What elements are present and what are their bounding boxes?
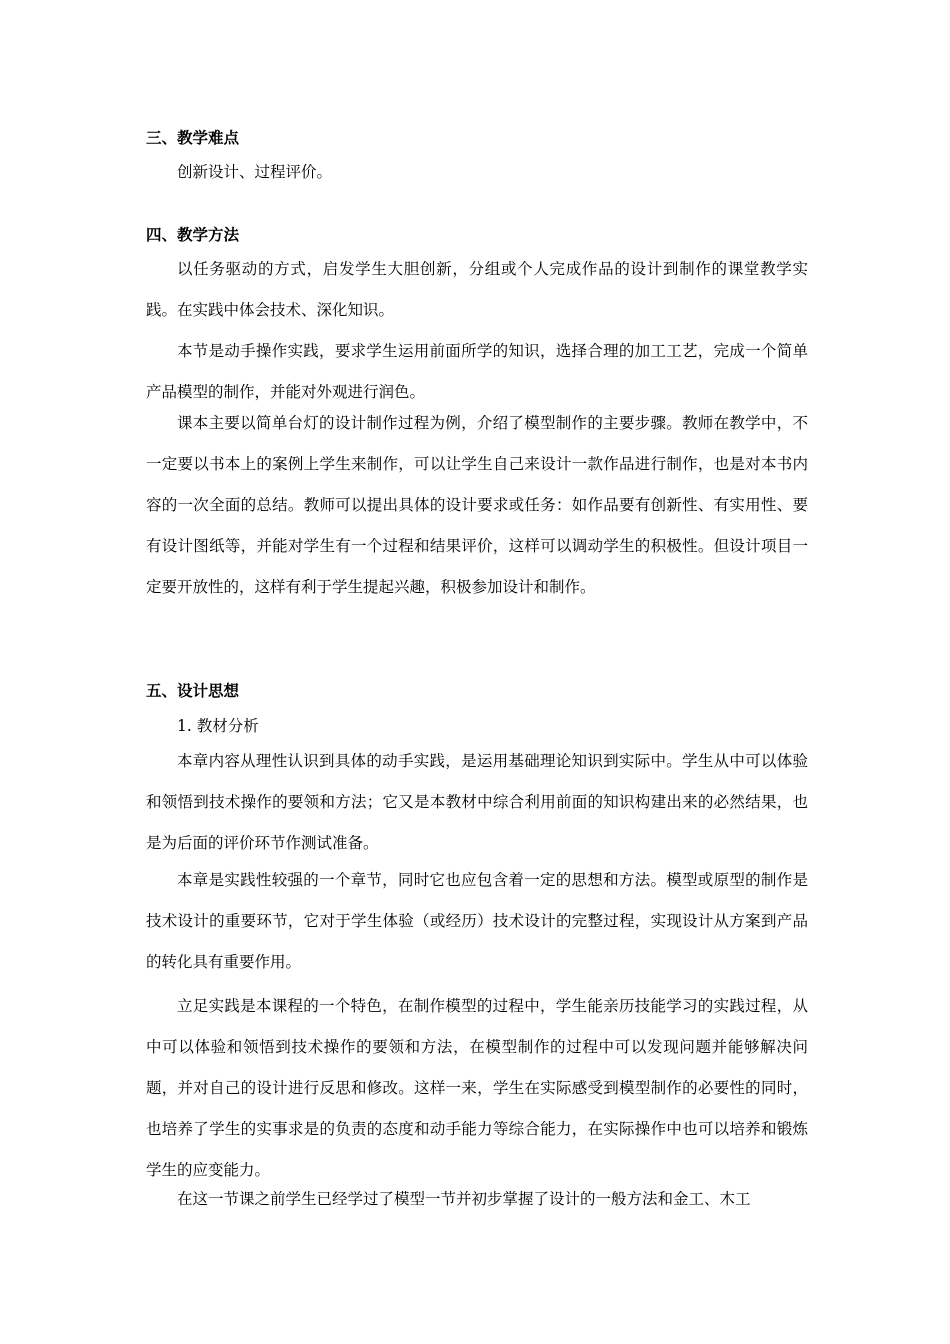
design-ideas-paragraph-2: 本章是实践性较强的一个章节，同时它也应包含着一定的思想和方法。模型或原型的制作是技术设计的重要环节，它对于学生体验（或经历）技术设计的完整过程，实现设计从方案到产品的转化具有重要作用。 — [146, 871, 808, 971]
section-heading-teaching-difficulties: 三、教学难点 — [146, 128, 240, 147]
design-ideas-paragraph-1: 本章内容从理性认识到具体的动手实践，是运用基础理论知识到实际中。学生从中可以体验和领悟到技术操作的要领和方法；它又是本教材中综合利用前面的知识构建出来的必然结果，也是为后面的评价环节作测试准备。 — [146, 752, 808, 852]
teaching-methods-paragraph-1: 以任务驱动的方式，启发学生大胆创新，分组或个人完成作品的设计到制作的课堂教学实践。在实践中体会技术、深化知识。 — [146, 260, 808, 319]
subheading-material-analysis: 1. 教材分析 — [177, 717, 259, 735]
section-heading-design-ideas: 五、设计思想 — [146, 681, 240, 700]
teaching-difficulties-text: 创新设计、过程评价。 — [177, 163, 333, 181]
teaching-methods-paragraph-2: 本节是动手操作实践，要求学生运用前面所学的知识，选择合理的加工工艺，完成一个简单产品模型的制作，并能对外观进行润色。 — [146, 342, 808, 401]
section-heading-teaching-methods: 四、教学方法 — [146, 225, 240, 244]
teaching-methods-paragraph-3: 课本主要以简单台灯的设计制作过程为例，介绍了模型制作的主要步骤。教师在教学中，不一定要以书本上的案例上学生来制作，可以让学生自己来设计一款作品进行制作，也是对本书内容的一次全面的总结。教师可以提出具体的设计要求或任务：如作品要有创新性、有实用性、要有设计图纸等，并能对学生有一个过程和结果评价，这样可以调动学生的积极性。但设计项目一定要开放性的，这样有利于学生提起兴趣，积极参加设计和制作。 — [146, 414, 808, 596]
design-ideas-paragraph-4: 在这一节课之前学生已经学过了模型一节并初步掌握了设计的一般方法和金工、木工 — [177, 1190, 751, 1208]
design-ideas-paragraph-3: 立足实践是本课程的一个特色，在制作模型的过程中，学生能亲历技能学习的实践过程，从中可以体验和领悟到技术操作的要领和方法，在模型制作的过程中可以发现问题并能够解决问题，并对自己的设计进行反思和修改。这样一来，学生在实际感受到模型制作的必要性的同时，也培养了学生的实事求是的负责的态度和动手能力等综合能力，在实际操作中也可以培养和锻炼学生的应变能力。 — [146, 997, 808, 1179]
